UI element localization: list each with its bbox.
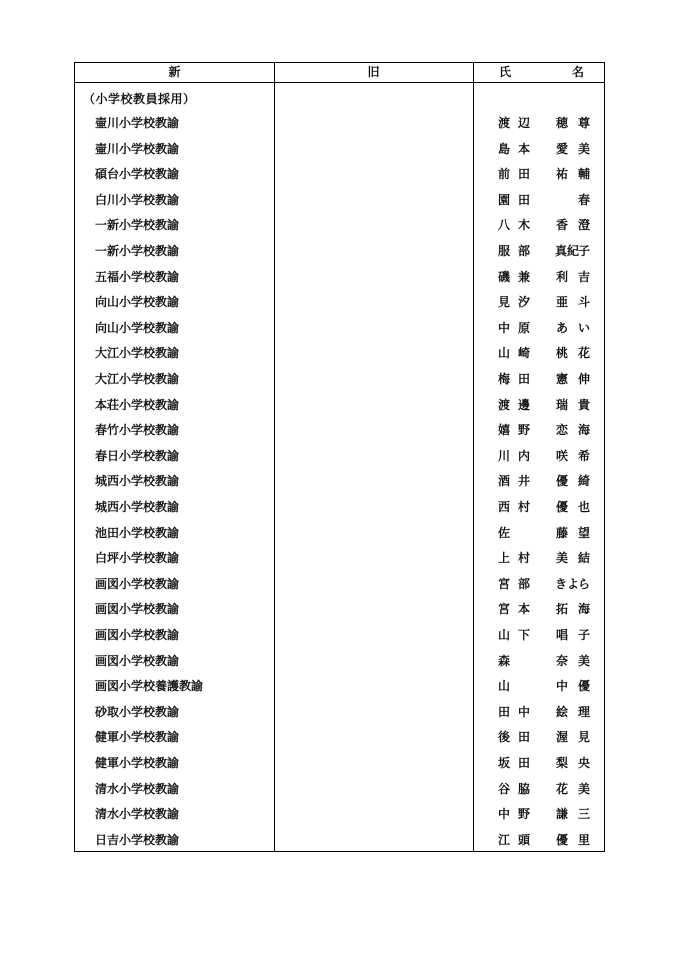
table-row [75, 237, 604, 262]
name-cell [473, 165, 606, 181]
name-glyph: 野 [517, 423, 530, 438]
name-glyph: 央 [577, 756, 590, 770]
name-glyph: 優 [577, 679, 590, 694]
name-glyph: い [577, 320, 590, 335]
position-cell: 城西小学校教諭 [95, 500, 180, 514]
table-header [75, 63, 604, 83]
table-row [75, 723, 604, 748]
name-glyph: 子 [577, 244, 590, 258]
section-title: （小学校教員採用） [83, 92, 196, 106]
position-cell: 健軍小学校教諭 [95, 756, 180, 770]
position-cell: 城西小学校教諭 [95, 474, 180, 489]
header-name [473, 63, 606, 82]
position-cell: 画図小学校教諭 [95, 628, 180, 642]
name-cell [473, 344, 606, 360]
name-glyph: 田 [517, 372, 530, 386]
name-glyph: 脇 [517, 781, 530, 796]
name-glyph: 磯 [497, 269, 510, 284]
name-cell [473, 728, 606, 744]
name-glyph: 美 [577, 781, 590, 796]
name-glyph: 美 [577, 141, 590, 156]
name-glyph: 川 [497, 448, 510, 463]
name-glyph: 祐 [555, 167, 568, 182]
position-cell: 清水小学校教諭 [95, 781, 180, 796]
name-cell [473, 421, 606, 437]
table-row [75, 288, 604, 313]
name-glyph: 美 [577, 653, 590, 668]
name-glyph: 見 [497, 295, 510, 310]
header-name-char-1: 氏 [499, 65, 512, 79]
position-cell: 一新小学校教諭 [95, 218, 180, 233]
name-glyph: 部 [517, 576, 530, 591]
name-glyph: 森 [497, 653, 510, 668]
position-cell: 向山小学校教諭 [95, 295, 180, 310]
name-glyph: 唱 [555, 628, 568, 642]
name-glyph: 謙 [555, 807, 568, 822]
name-glyph: 愛 [555, 141, 568, 156]
name-cell [473, 703, 606, 719]
name-glyph: 渥 [555, 730, 568, 745]
name-glyph: 理 [577, 704, 590, 719]
name-cell [473, 293, 606, 309]
name-glyph: 山 [497, 628, 510, 642]
position-cell: 本荘小学校教諭 [95, 397, 180, 412]
table-row [75, 621, 604, 646]
name-glyph: 利 [555, 269, 568, 284]
name-glyph: 恋 [555, 423, 568, 438]
position-cell: 壷川小学校教諭 [95, 116, 180, 130]
name-glyph: 下 [517, 628, 530, 642]
name-glyph: 優 [555, 474, 568, 489]
name-glyph: 中 [497, 320, 510, 335]
name-glyph: 田 [497, 704, 510, 719]
table-row [75, 442, 604, 467]
position-cell: 大江小学校教諭 [95, 372, 180, 386]
name-cell [473, 805, 606, 821]
name-glyph: 内 [517, 448, 530, 463]
name-glyph: 優 [555, 832, 568, 847]
table-row [75, 519, 604, 544]
table-row [75, 391, 604, 416]
name-glyph: 本 [517, 602, 530, 617]
appointment-table [74, 62, 605, 852]
name-cell [473, 600, 606, 616]
name-glyph: 也 [577, 500, 590, 514]
name-cell [473, 626, 606, 642]
name-glyph: 村 [517, 551, 530, 566]
name-glyph: 辺 [517, 116, 530, 130]
name-cell [473, 268, 606, 284]
header-new: 新 [168, 65, 181, 79]
name-glyph: 崎 [517, 346, 530, 361]
name-cell [473, 754, 606, 770]
name-glyph: 香 [555, 218, 568, 233]
table-row [75, 647, 604, 672]
table-row [75, 467, 604, 492]
position-cell: 画図小学校教諭 [95, 653, 180, 668]
name-cell [473, 472, 606, 488]
name-cell [473, 524, 606, 540]
table-row [75, 339, 604, 364]
table-row [75, 595, 604, 620]
name-glyph: 奈 [555, 653, 568, 668]
position-cell: 春竹小学校教諭 [95, 423, 180, 438]
name-glyph: 山 [497, 346, 510, 361]
name-glyph: 中 [517, 704, 530, 719]
name-glyph: きよ [555, 576, 580, 591]
position-cell: 大江小学校教諭 [95, 346, 180, 361]
name-glyph: 前 [497, 167, 510, 182]
name-glyph: 渡 [497, 397, 510, 412]
name-glyph: 田 [517, 756, 530, 770]
table-row [75, 672, 604, 697]
position-cell: 壷川小学校教諭 [95, 141, 180, 156]
name-glyph: 頭 [517, 832, 530, 847]
table-row [75, 160, 604, 185]
name-glyph: 海 [577, 423, 590, 438]
name-glyph: 斗 [577, 295, 590, 310]
position-cell: 画図小学校養護教諭 [95, 679, 204, 694]
name-glyph: 憲 [555, 372, 568, 386]
name-glyph: 吉 [577, 269, 590, 284]
name-cell [473, 319, 606, 335]
table-row [75, 775, 604, 800]
name-glyph: 田 [517, 192, 530, 207]
name-glyph: 服 [497, 244, 510, 258]
name-cell [473, 370, 606, 386]
position-cell: 健軍小学校教諭 [95, 730, 180, 745]
position-cell: 向山小学校教諭 [95, 320, 180, 335]
name-glyph: 西 [497, 500, 510, 514]
name-cell [473, 191, 606, 207]
table-row [75, 186, 604, 211]
name-cell [473, 575, 606, 591]
name-glyph: 花 [577, 346, 590, 361]
table-row [75, 493, 604, 518]
name-glyph: 島 [497, 141, 510, 156]
name-glyph: あ [555, 320, 568, 335]
name-glyph: 嬉 [497, 423, 510, 438]
name-glyph: 花 [555, 781, 568, 796]
name-glyph: 田 [517, 730, 530, 745]
header-name-char-2: 名 [572, 65, 585, 79]
position-cell: 五福小学校教諭 [95, 269, 180, 284]
name-glyph: 絵 [555, 704, 568, 719]
table-row [75, 263, 604, 288]
name-cell [473, 677, 606, 693]
name-glyph: 本 [517, 141, 530, 156]
table-row [75, 135, 604, 160]
name-glyph: 見 [577, 730, 590, 745]
name-glyph: 真紀 [555, 244, 580, 258]
name-glyph: 山 [497, 679, 510, 694]
name-cell [473, 216, 606, 232]
name-glyph: 海 [577, 602, 590, 617]
position-cell: 碩台小学校教諭 [95, 167, 180, 182]
name-glyph: 三 [577, 807, 590, 822]
name-glyph: 八 [497, 218, 510, 233]
name-glyph: 中 [497, 807, 510, 822]
position-cell: 白坪小学校教諭 [95, 551, 180, 566]
name-glyph: 澄 [577, 218, 590, 233]
name-glyph: 桃 [555, 346, 568, 361]
name-glyph: 上 [497, 551, 510, 566]
name-glyph: 後 [497, 730, 510, 745]
name-glyph: 宮 [497, 576, 510, 591]
name-glyph: 谷 [497, 781, 510, 796]
name-glyph: 優 [555, 500, 568, 514]
name-cell [473, 549, 606, 565]
name-glyph: 兼 [517, 269, 530, 284]
name-glyph: 部 [517, 244, 530, 258]
name-glyph: 伸 [577, 372, 590, 386]
name-glyph: 結 [577, 551, 590, 566]
name-glyph: 藤 [555, 525, 568, 540]
name-cell [473, 114, 606, 130]
table-row [75, 109, 604, 134]
name-glyph: 宮 [497, 602, 510, 617]
table-row [75, 698, 604, 723]
name-glyph: 拓 [555, 602, 568, 617]
name-glyph: 輔 [577, 167, 590, 182]
position-cell: 砂取小学校教諭 [95, 704, 180, 719]
name-cell [473, 831, 606, 847]
position-cell: 一新小学校教諭 [95, 244, 180, 258]
position-cell: 画図小学校教諭 [95, 576, 180, 591]
name-glyph: 春 [577, 192, 590, 207]
table-row [75, 544, 604, 569]
position-cell: 池田小学校教諭 [95, 525, 180, 540]
name-glyph: 亜 [555, 295, 568, 310]
name-glyph: 江 [497, 832, 510, 847]
name-cell [473, 498, 606, 514]
name-glyph: 園 [497, 192, 510, 207]
name-glyph: 咲 [555, 448, 568, 463]
name-glyph: 村 [517, 500, 530, 514]
name-glyph: 梨 [555, 756, 568, 770]
position-cell: 清水小学校教諭 [95, 807, 180, 822]
name-glyph: 里 [577, 832, 590, 847]
name-cell [473, 652, 606, 668]
name-glyph: 井 [517, 474, 530, 489]
name-glyph: 尊 [577, 116, 590, 130]
name-cell [473, 140, 606, 156]
table-row [75, 826, 604, 851]
name-cell [473, 242, 606, 258]
table-row [75, 416, 604, 441]
name-glyph: 渡 [497, 116, 510, 130]
name-glyph: 梅 [497, 372, 510, 386]
name-glyph: 貴 [577, 397, 590, 412]
name-glyph: 佐 [497, 525, 510, 540]
name-glyph: 木 [517, 218, 530, 233]
position-cell: 白川小学校教諭 [95, 192, 180, 207]
name-glyph: 子 [577, 628, 590, 642]
name-glyph: 野 [517, 807, 530, 822]
position-cell: 画図小学校教諭 [95, 602, 180, 617]
table-row [75, 211, 604, 236]
name-glyph: 瑞 [555, 397, 568, 412]
name-glyph: 中 [555, 679, 568, 694]
table-row [75, 800, 604, 825]
name-glyph: 綺 [577, 474, 590, 489]
name-glyph: 邊 [517, 397, 530, 412]
name-glyph: 希 [577, 448, 590, 463]
name-cell [473, 780, 606, 796]
name-glyph: 穂 [555, 116, 568, 130]
name-glyph: 田 [517, 167, 530, 182]
position-cell: 日吉小学校教諭 [95, 832, 180, 847]
name-glyph: 原 [517, 320, 530, 335]
table-row [75, 570, 604, 595]
table-row [75, 365, 604, 390]
name-glyph: 美 [555, 551, 568, 566]
name-cell [473, 396, 606, 412]
name-glyph: 汐 [517, 295, 530, 310]
table-row [75, 749, 604, 774]
name-glyph: 坂 [497, 756, 510, 770]
name-glyph: ら [577, 576, 590, 591]
table-row [75, 314, 604, 339]
name-cell [473, 447, 606, 463]
name-glyph: 望 [577, 525, 590, 540]
header-old: 旧 [367, 65, 380, 79]
name-glyph: 酒 [497, 474, 510, 489]
position-cell: 春日小学校教諭 [95, 448, 180, 463]
